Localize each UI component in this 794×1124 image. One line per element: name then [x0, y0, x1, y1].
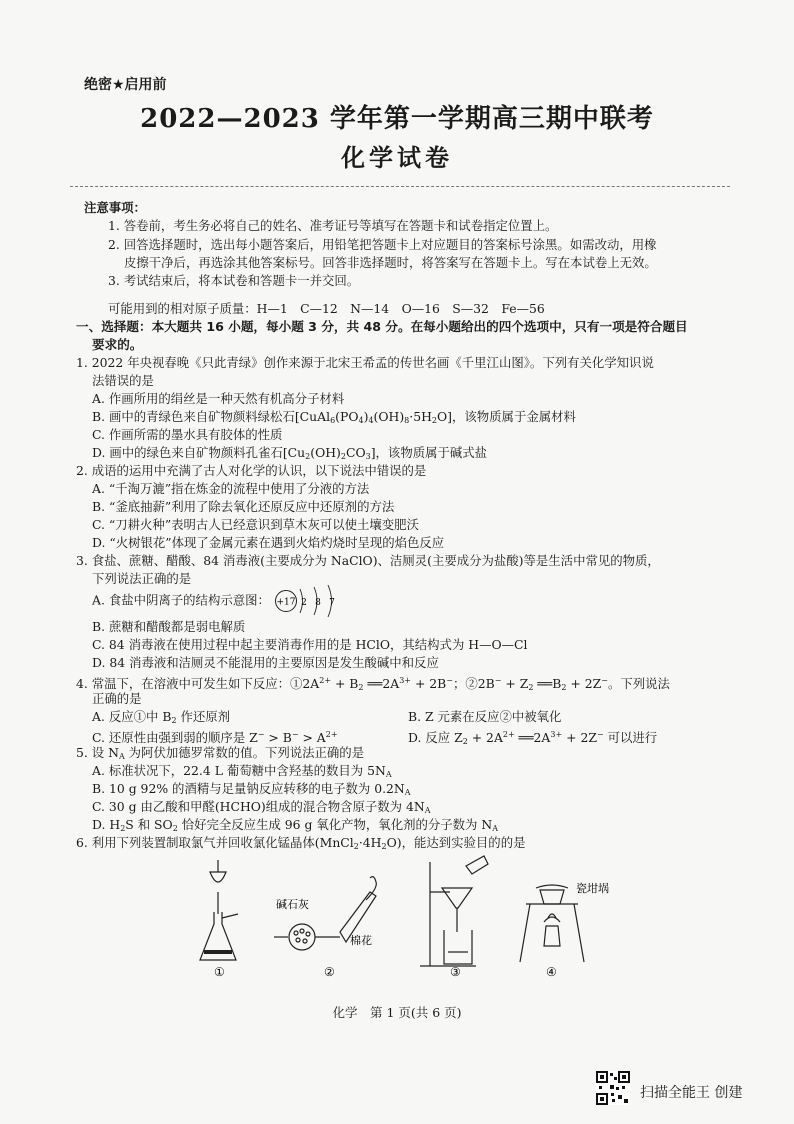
confidential-mark: 绝密★启用前: [84, 77, 167, 93]
q4-option-c: C. 还原性由强到弱的顺序是 $Z^- > B^- > A^{2+}$: [92, 730, 338, 745]
q1-stem: 1. 2022 年央视春晚《只此青绿》创作来源于北宋王希孟的传世名画《千里江山图》。下列有关化学知识说: [76, 355, 654, 370]
q1-option-d: D. 画中的绿色来自矿物颜料孔雀石$[Cu_2(OH)_2CO_3]$，该物质属于碱式盐: [92, 445, 488, 461]
q1-option-c: C. 作画所需的墨水具有胶体的性质: [92, 427, 283, 442]
notice-item: 2. 回答选择题时，选出每小题答案后，用铅笔把答题卡上对应题目的答案标号涂黑。如需改动，用橡: [108, 237, 657, 252]
notice-item: 皮擦干净后，再选涂其他答案标号。回答非选择题时，将答案写在答题卡上。写在本试卷上无效。: [124, 255, 657, 270]
q2-option-d: D. “火树银花”体现了金属元素在遇到火焰灼烧时呈现的焰色反应: [92, 535, 445, 550]
atomic-masses: 可能用到的相对原子质量：H—1 C—12 N—14 O—16 S—32 Fe—56: [108, 301, 545, 316]
qr-code-icon: [596, 1071, 630, 1105]
label-cotton: 棉花: [350, 934, 372, 947]
shell-electron-count: 8: [314, 598, 321, 608]
atom-structure-diagram: [274, 584, 346, 618]
apparatus-1-flask-setup: [200, 860, 238, 960]
apparatus-3-filtration: [420, 856, 488, 966]
q1-option-b: B. 画中的青绿色来自矿物颜料绿松石$[CuAl_6(PO_4)_4(OH)_8\cdot 5H_2O]$，该物质属于金属材料: [92, 409, 576, 425]
apparatus-4-crucible-heating: [520, 885, 584, 962]
q3-stem: 3. 食盐、蔗糖、醋酸、84 消毒液(主要成分为 NaClO)、洁厕灵(主要成分为盐酸)等是生活中常见的物质，: [76, 553, 660, 568]
q1-stem-cont: 法错误的是: [92, 373, 154, 388]
q5-option-d: D. $H_2S$ 和 $SO_2$ 恰好完全反应生成 96 g 氧化产物，氧化剂的分子数为 $N_A$: [92, 817, 498, 833]
scanner-watermark: 扫描全能王 创建: [640, 1085, 743, 1101]
notice-item: 3. 考试结束后，将本试卷和答题卡一并交回。: [108, 273, 360, 288]
header-divider: [70, 186, 730, 187]
q2-option-a: A. “千淘万漉”指在炼金的流程中使用了分液的方法: [92, 481, 370, 496]
apparatus-number: ①: [214, 965, 225, 978]
atom-nucleus-label: +17: [276, 597, 296, 608]
page-footer: 化学 第 1 页(共 6 页): [332, 1005, 462, 1020]
q4-option-d: D. 反应 $Z_2 + 2A^{2+}$ $══2A^{3+} + 2Z^-$ 可以进行: [408, 730, 658, 746]
q6-stem: 6. 利用下列装置制取氯气并回收氯化锰晶体$(MnCl_2\cdot 4H_2O)$，能达到实验目的的是: [76, 835, 526, 851]
section-heading: 一、选择题：本大题共 16 小题，每小题 3 分，共 48 分。在每小题给出的四个选项中，只有一项是符合题目: [76, 319, 688, 334]
q3-option-a: A. 食盐中阴离子的结构示意图： +17 2 8 7: [92, 584, 346, 618]
q4-option-b: B. Z 元素在反应②中被氧化: [408, 709, 562, 724]
shell-electron-count: 7: [328, 598, 335, 608]
shell-electron-count: 2: [300, 598, 307, 608]
q2-stem: 2. 成语的运用中充满了古人对化学的认识，以下说法中错误的是: [76, 463, 427, 478]
apparatus-number: ③: [450, 965, 461, 978]
q5-option-a: A. 标准状况下，22.4 L 葡萄糖中含羟基的数目为 $5N_A$: [92, 763, 392, 779]
label-crucible: 瓷坩埚: [576, 882, 609, 895]
q4-option-a: A. 反应①中 $B_2$ 作还原剂: [92, 709, 231, 725]
apparatus-number: ④: [546, 965, 557, 978]
q2-option-c: C. “刀耕火种”表明古人已经意识到草木灰可以使土壤变肥沃: [92, 517, 419, 532]
q4-stem: 4. 常温下，在溶液中可发生如下反应：$①2A^{2+} + B_2$ $══2A^{3+} + 2B^-$；②2B− + $Z_2$ $══B_2 + 2Z^-$。下列说法: [76, 676, 670, 692]
q2-option-b: B. “釜底抽薪”利用了除去氧化还原反应中还原剂的方法: [92, 499, 395, 514]
q1-option-a: A. 作画所用的绢丝是一种天然有机高分子材料: [92, 391, 345, 406]
q3-stem-cont: 下列说法正确的是: [92, 571, 192, 586]
q5-stem: 5. 设 $N_A$ 为阿伏加德罗常数的值。下列说法正确的是: [76, 745, 365, 761]
notice-item: 1. 答卷前，考生务必将自己的姓名、准考证号等填写在答题卡和试卷指定位置上。: [108, 218, 558, 233]
q6-apparatus-figure: [180, 852, 640, 978]
exam-subtitle: 化学试卷: [341, 143, 453, 172]
section-heading-cont: 要求的。: [92, 337, 143, 352]
apparatus-number: ②: [324, 965, 335, 978]
q3-option-d: D. 84 消毒液和洁厕灵不能混用的主要原因是发生酸碱中和反应: [92, 655, 439, 670]
notice-heading: 注意事项：: [84, 200, 146, 215]
q3-option-b: B. 蔗糖和醋酸都是弱电解质: [92, 619, 246, 634]
label-soda-lime: 碱石灰: [276, 898, 309, 911]
q5-option-b: B. 10 g 92% 的酒精与足量钠反应转移的电子数为 $0.2N_A$: [92, 781, 411, 797]
q5-option-c: C. 30 g 由乙酸和甲醛(HCHO)组成的混合物含原子数为 $4N_A$: [92, 799, 431, 815]
q4-stem-cont: 正确的是: [92, 691, 142, 706]
q3-option-c: C. 84 消毒液在使用过程中起主要消毒作用的是 HClO，其结构式为 H—O—Cl: [92, 637, 528, 652]
exam-title: 2022—2023 学年第一学期高三期中联考: [140, 104, 654, 134]
